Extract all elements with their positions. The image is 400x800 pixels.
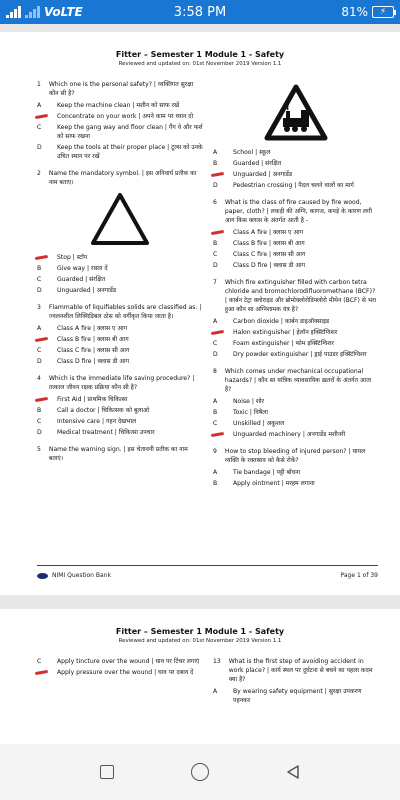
question-number: 4 [37,375,41,382]
option-text: Class A fire | क्लास ए आग [233,229,304,236]
option-letter: B [213,160,218,167]
option-text: Noise | शोर [233,398,265,405]
question-number: 9 [213,448,217,455]
option-text: Class D fire | क्लास डी आग [57,358,130,365]
page-number: Page 1 of 39 [340,572,378,579]
option-text: Unguarded | अनगार्डेड [233,171,293,178]
answer-option [37,143,203,161]
option-letter [37,112,49,121]
question-text: Flammable of liquifiables solids are classified as. | ज्वलनशील लिक्विडिबल ठोस को वर्गीकृत किया जाता है। [48,304,202,320]
answer-option [37,417,203,426]
question-number: 2 [37,170,41,177]
left-column [37,80,203,472]
option-letter: D [37,287,42,294]
option-letter: B [37,407,42,414]
question [37,445,203,463]
option-letter: C [37,418,42,425]
answer-option [213,408,378,417]
question-text: Name the mandatory symbol. | इस अनिवार्य प्रतीक का नाम बताए। [48,170,197,186]
answer-option [213,350,378,359]
answer-option [213,687,378,705]
question-number: 8 [213,368,217,375]
square-icon [100,765,114,779]
question-text: Which is the immediate life saving procedure? | तत्काल जीवन रक्षक प्रक्रिया कौन सी है? [48,375,195,391]
answer-option [37,324,203,333]
option-letter: D [213,182,218,189]
question-number: 3 [37,304,41,311]
option-letter [213,328,225,337]
answer-option-marked [213,328,378,337]
option-letter [213,228,225,237]
option-text: Class C fire | क्लास सी आग [57,347,130,354]
option-text: Concentrate on your work | अपने काम पर ध्यान दो [57,113,194,120]
option-text: Class D fire | क्लास डी आग [233,262,306,269]
option-letter [37,668,49,677]
question [213,278,378,314]
question-text: Which fire extinguisher filled with carbon tetra chloride and bromochlorodifluoromethane (BCF)? | कार्बन टेट्रा क्लोराइड और ब्रोमोक्लोरोडिफ्लोरो मीथेन (BCF) से भरा हुआ कौन सा अग्निशामक यंत्र है? [224,279,377,313]
option-text: Keep the machine clean | मशीन को साफ रखें [57,102,180,109]
answer-option [213,479,378,488]
option-letter: D [37,144,42,151]
question-number: 5 [37,446,41,453]
home-button[interactable] [180,752,220,792]
option-letter: C [37,347,42,354]
option-text: Class B fire | क्लास बी आग [233,240,305,247]
option-letter: B [213,480,218,487]
question [213,367,378,394]
option-text: Halon extinguisher | हेलॉन इक्स्टिंग्विशर [233,329,338,336]
option-text: Class A fire | क्लास ए आग [57,325,128,332]
option-letter: A [213,318,218,325]
option-text: Foam extinguisher | फोम इक्स्टिंग्विशर [233,340,334,347]
answer-option [213,397,378,406]
option-text: Call a doctor | चिकित्सक को बुलाओ [57,407,150,414]
railway-crossing-warning-icon [264,84,328,142]
option-letter: A [213,688,218,695]
option-letter: D [213,351,218,358]
option-text: Unskilled | अकुशल [233,420,285,427]
option-letter: B [37,265,42,272]
answer-option [37,406,203,415]
answer-option-marked [213,228,378,237]
give-way-triangle-icon [89,191,151,247]
question-number: 7 [213,279,217,286]
answer-option-marked [37,395,203,404]
right-column [213,657,378,707]
option-text: Tie bandage | पट्टी बाँधना [233,469,301,476]
option-text: Intensive care | गहन देखभाल [57,418,137,425]
signal-icon [6,6,21,18]
option-letter: C [37,658,42,665]
battery-charging-icon: ⚡ [372,6,394,18]
circle-icon [191,763,209,781]
answer-option-marked [213,170,378,179]
answer-option-marked [37,253,203,262]
answer-option [213,317,378,326]
option-text: Give way | रास्ता दें [57,265,108,272]
pdf-page-1 [0,32,400,595]
option-letter: B [213,409,218,416]
option-text: Unguarded machinery | अनगार्डेड मशीनरी [233,431,346,438]
answer-option [213,181,378,190]
option-letter: A [213,469,218,476]
pdf-viewer[interactable] [0,24,400,744]
signal-icon-secondary [25,6,40,18]
option-text: School | स्कूल [233,149,271,156]
status-bar [0,0,400,24]
option-text: Apply ointment | मरहम लगाना [233,480,315,487]
question [37,169,203,187]
option-text: First Aid | प्राथमिक चिकित्सा [57,396,128,403]
option-letter: A [37,102,42,109]
option-text: Keep the tools at their proper place | टूल्स को उनके उचित स्थान पर रखें [57,144,203,160]
question [213,447,378,465]
answer-option-marked [213,430,378,439]
option-letter [37,253,49,262]
page-footer [37,565,378,579]
answer-option-marked [37,335,203,344]
option-text: Keep the gang way and floor clean | गैंग वे और फर्श को साफ रखना [57,124,203,140]
back-triangle-icon [285,764,301,780]
option-text: Medical treatment | चिकित्सा उपचार [57,429,155,436]
answer-option [37,275,203,284]
option-letter: D [37,429,42,436]
option-letter [37,395,49,404]
option-text: Carbon dioxide | कार्बन डाइऑक्साइड [233,318,330,325]
question [37,374,203,392]
nimi-logo-icon [37,573,48,579]
page-title: Fitter – Semester 1 Module 1 - Safety [115,627,285,636]
status-time: 3:58 PM [173,4,227,20]
question-number: 6 [213,199,217,206]
carrier-label: VoLTE [44,5,83,19]
answer-option [213,419,378,428]
left-column [37,657,203,679]
recent-apps-button[interactable] [87,752,127,792]
option-text: Guarded | संरक्षित [233,160,282,167]
page-subtitle: Reviewed and updated on: 01st November 2019 Version 1.1 [118,638,282,644]
option-text: Apply tincture over the wound | घाव पर टिंचर लगाएं [57,658,200,665]
right-column [213,80,378,496]
option-letter [37,335,49,344]
option-letter: C [213,340,218,347]
option-letter: C [37,124,42,131]
footer-left-text: NIMI Question Bank [52,572,111,579]
answer-option [213,239,378,248]
question [37,303,203,321]
page-title: Fitter – Semester 1 Module 1 - Safety [115,50,285,59]
question-text: What is the class of fire caused by fire wood, paper, cloth? | लकड़ी की अग्नि, कागज, कपड़े के कारण लगी आग किस क्लास के अंतर्गत आती है - [224,199,372,224]
question-number: 1 [37,81,41,88]
question-text: How to stop bleeding of injured person? | घायल व्यक्ति के रक्तस्राव को कैसे रोकें? [224,448,366,464]
option-text: Dry powder extinguisher | ड्राई पाउडर इक्स्टिंग्विशर [233,351,367,358]
answer-option-marked [37,112,203,121]
option-letter: A [213,149,218,156]
answer-option [37,101,203,110]
option-letter: C [213,251,218,258]
back-button[interactable] [273,752,313,792]
option-letter: D [213,262,218,269]
answer-option [37,346,203,355]
battery-percent: 81% [341,5,368,19]
option-text: Toxic | विषैला [233,409,269,416]
answer-option [213,250,378,259]
answer-option [37,123,203,141]
page-subtitle: Reviewed and updated on: 01st November 2019 Version 1.1 [118,61,282,67]
option-text: Class B fire | क्लास बी आग [57,336,129,343]
option-text: Apply pressure over the wound | घाव पर दबाव दें [57,669,194,676]
option-letter: C [37,276,42,283]
answer-option [37,264,203,273]
question-text: Which comes under mechanical occupational hazards? | कौन सा यांत्रिक व्यावसायिक ख़तरों के अंतर्गत आता है? [224,368,372,393]
question-text: Which one is the personal safety? | व्यक्तिगत सुरक्षा कौन सी है? [48,81,194,97]
question-text: What is the first step of avoiding accident in work place? | कार्य स्थल पर दुर्घटना से बचने का पहला कदम क्या है? [228,658,373,683]
question-text: Name the warning sign. | इस चेतावनी प्रतीक का नाम बताएं। [48,446,188,462]
option-letter: A [213,398,218,405]
navigation-bar [0,744,400,800]
option-text: Unguarded | अनगार्डेड [57,287,117,294]
option-text: Pedestrian crossing | पैदल चलने वालों का मार्ग [233,182,354,189]
answer-option [37,428,203,437]
option-letter: B [213,240,218,247]
option-text: By wearing safety equipment | सुरक्षा उपकरण पहनकर [233,688,362,704]
option-text: Stop | स्टॉप [57,254,88,261]
question-number: 13 [213,658,221,665]
option-letter: D [37,358,42,365]
question [37,80,203,98]
option-letter [213,430,225,439]
question [213,198,378,225]
option-text: Guarded | संरक्षित [57,276,106,283]
answer-option [213,148,378,157]
answer-option [37,357,203,366]
question [213,657,378,684]
answer-option [37,286,203,295]
option-letter [213,170,225,179]
answer-option [213,159,378,168]
answer-option-marked [37,668,203,677]
answer-option [37,657,203,666]
pdf-page-2 [0,609,400,744]
answer-option [213,261,378,270]
answer-option [213,468,378,477]
answer-option [213,339,378,348]
option-text: Class C fire | क्लास सी आग [233,251,306,258]
option-letter: A [37,325,42,332]
option-letter: C [213,420,218,427]
